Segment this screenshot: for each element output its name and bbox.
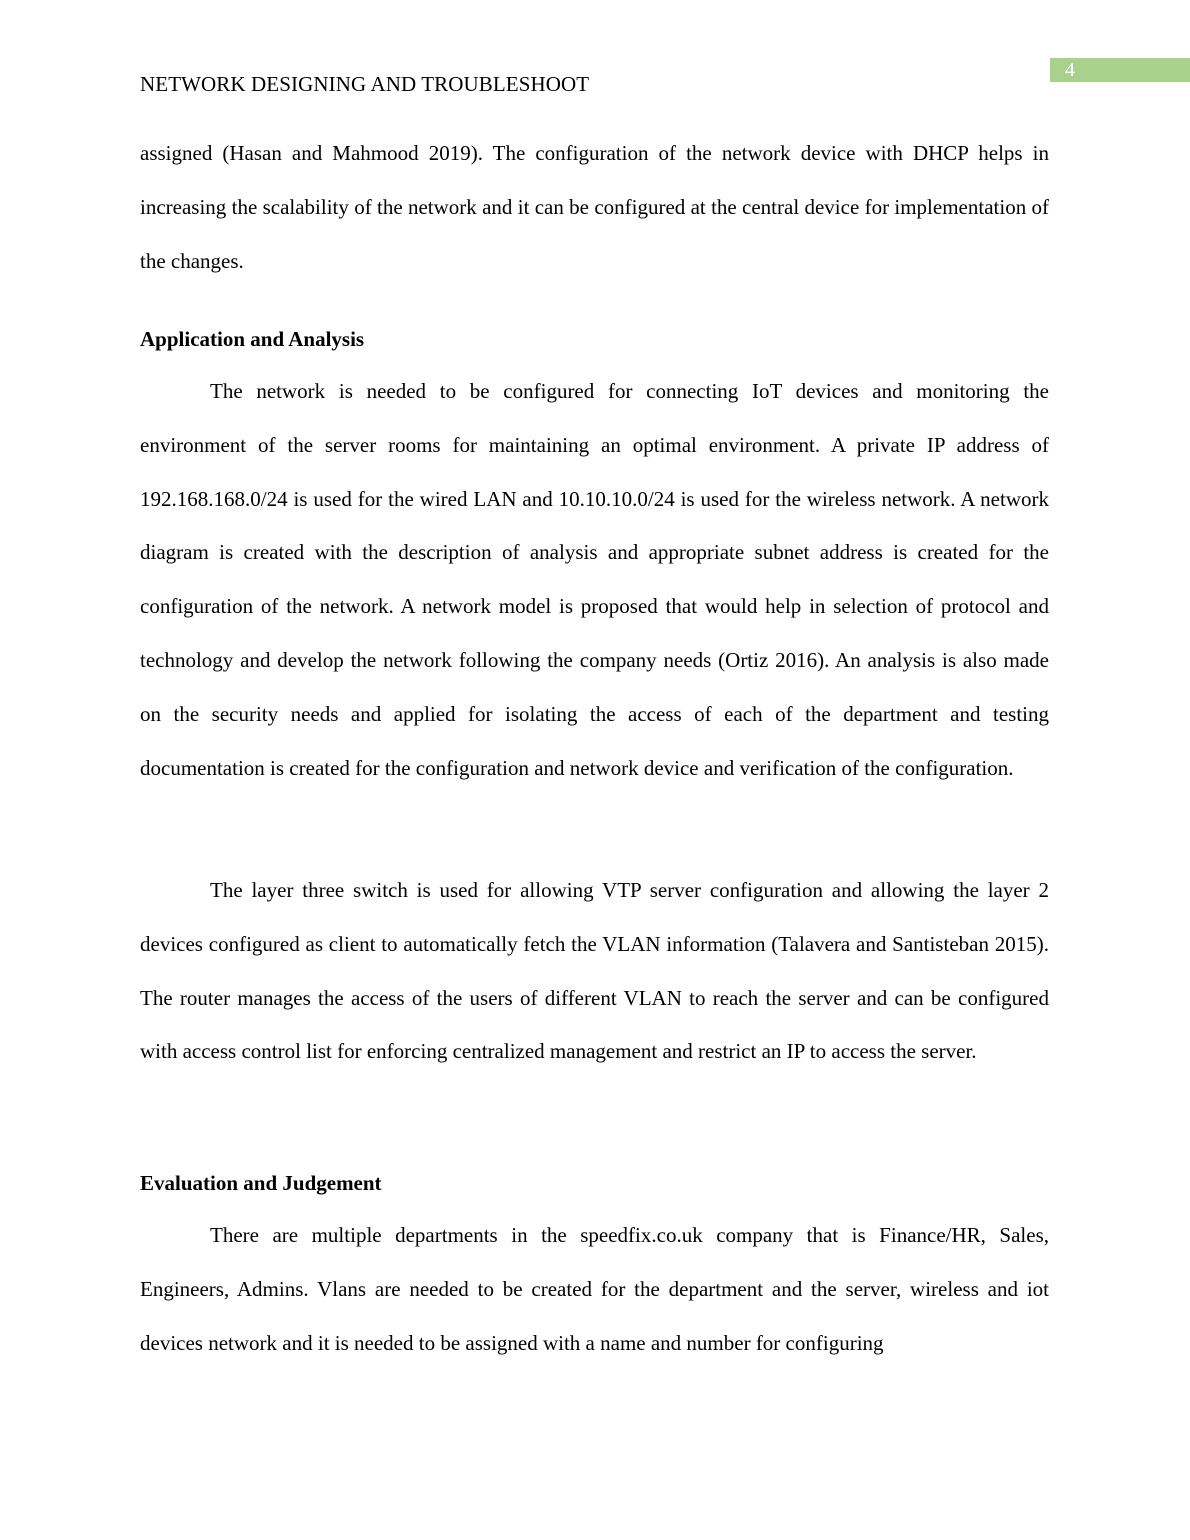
heading-application-analysis: Application and Analysis — [140, 327, 365, 351]
running-head: NETWORK DESIGNING AND TROUBLESHOOT — [140, 72, 590, 96]
heading-evaluation-judgement: Evaluation and Judgement — [140, 1171, 382, 1195]
application-paragraph-1: The network is needed to be configured for connecting IoT devices and monitoring the environment of the server rooms for maintaining an optimal environment. A private IP address of 192.168.168.0/24 is used for the wired LAN and 10.10.10.0/24 is used for the wireless network. A network diagram is created with the description of analysis and appropriate subnet address is created for the configuration of the network. A network model is proposed that would help in selection of protocol and technology and develop the network following the company needs (Ortiz 2016). An analysis is also made on the security needs and applied for isolating the access of each of the department and testing documentation is created for the configuration and network device and verification of the configuration. — [140, 379, 1049, 780]
evaluation-paragraph-1: There are multiple departments in the speedfix.co.uk company that is Finance/HR, Sales, Engineers, Admins. Vlans are needed to be created for the department and the server, wireless and iot devices network and it is needed to be assigned with a name and number for configuring — [140, 1223, 1049, 1355]
intro-paragraph: assigned (Hasan and Mahmood 2019). The configuration of the network device with DHCP helps in increasing the scalability of the network and it can be configured at the central device for implementation of the changes. — [140, 141, 1049, 273]
page-number: 4 — [1065, 59, 1075, 81]
page-number-bar — [1050, 58, 1190, 82]
application-paragraph-2: The layer three switch is used for allowing VTP server configuration and allowing the layer 2 devices configured as client to automatically fetch the VLAN information (Talavera and Santisteban 2015). The router manages the access of the users of different VLAN to reach the server and can be configured with access control list for enforcing centralized management and restrict an IP to access the server. — [140, 878, 1049, 1064]
